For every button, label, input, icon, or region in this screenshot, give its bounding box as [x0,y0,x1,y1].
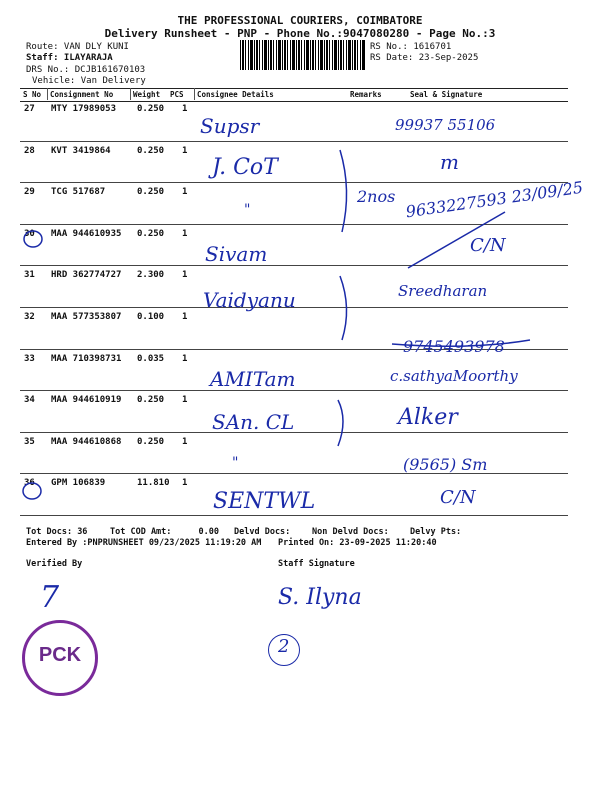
handwritten-signature: 9745493978 [403,337,505,356]
col-divider [194,88,195,100]
staff-label: Staff: ILAYARAJA [26,53,113,63]
handwritten-signature: c.sathyaMoorthy [390,367,518,385]
cod-value: 0.00 [198,527,220,537]
col-weight: Weight [133,90,161,99]
row-sno: 28 [24,145,35,156]
table-bottom-border [20,515,568,516]
row-weight: 0.250 [137,436,165,447]
handwritten-consignee: SENTWL [213,489,316,514]
row-weight: 0.250 [137,145,165,156]
staff-handwritten-signature: S. Ilyna [278,585,362,610]
handwritten-consignee: SAn. CL [212,410,295,434]
handwritten-signature: Sreedharan [398,282,488,300]
row-pcs: 1 [182,270,188,281]
company-title: THE PROFESSIONAL COURIERS, COIMBATORE [177,14,423,27]
col-consignee: Consignee Details [197,90,274,99]
route-label: Route: VAN DLY KUNI [26,42,129,52]
row-pcs: 1 [182,145,188,156]
delvy-pts-label: Delvy Pts: [410,527,462,537]
verified-handwriting: 7 [40,580,60,615]
handwritten-remark: 2nos [357,187,396,206]
delvd-docs-label: Delvd Docs: [234,527,291,537]
rs-date-label: RS Date: 23-Sep-2025 [370,53,479,63]
row-sno: 31 [24,270,35,281]
col-remarks: Remarks [350,90,382,99]
handwritten-consignee: Sivam [205,242,268,266]
row-weight: 0.250 [137,228,165,239]
row-weight: 2.300 [137,270,165,281]
pck-stamp: PCK [22,620,98,696]
col-divider [47,88,48,100]
verified-by-label: Verified By [26,559,83,569]
row-consignment-no: GPM 106839 [51,478,106,489]
handwritten-signature: 9633227593 23/09/25 [404,177,585,222]
col-pcs: PCS [170,90,184,99]
row-pcs: 1 [182,353,188,364]
row-pcs: 1 [182,312,188,322]
row-consignment-no: MAA 944610919 [51,395,122,406]
handwritten-consignee: AMITam [210,367,296,391]
row-consignment-no: MAA 944610868 [51,436,122,447]
col-divider [130,88,131,100]
circled-number-text: 2 [278,636,290,657]
table-row [20,146,568,186]
row-sno: 36 [24,478,35,489]
printed-on: Printed On: 23-09-2025 11:20:40 [278,538,437,548]
row-divider [20,182,568,183]
row-sno: 33 [24,353,35,364]
row-pcs: 1 [182,478,188,489]
barcode [240,40,365,70]
row-sno: 35 [24,436,35,447]
row-pcs: 1 [182,104,188,114]
row-pcs: 1 [182,228,188,239]
row-pcs: 1 [182,436,188,447]
staff-signature-label: Staff Signature [278,559,355,569]
row-consignment-no: MTY 17989053 [51,104,117,114]
handwritten-consignee: Supsr [200,114,260,138]
rs-no-label: RS No.: 1616701 [370,42,452,52]
row-weight: 11.810 [137,478,170,489]
row-divider [20,141,568,142]
runsheet-subtitle: Delivery Runsheet - PNP - Phone No.:9047080280 - Page No.:3 [104,27,496,40]
col-consignment: Consignment No [50,90,114,99]
row-sno: 34 [24,395,35,406]
handwritten-consignee: Vaidyanu [203,288,296,312]
row-divider [20,265,568,266]
row-pcs: 1 [182,187,188,198]
row-sno: 32 [24,312,35,322]
row-weight: 0.250 [137,187,165,198]
row-consignment-no: HRD 362774727 [51,270,122,281]
row-consignment-no: MAA 710398731 [51,353,122,364]
non-delvd-docs-label: Non Delvd Docs: [312,527,389,537]
row-weight: 0.100 [137,312,165,322]
handwritten-signature: Alker [398,405,458,430]
handwritten-consignee: " [244,202,251,218]
row-consignment-no: TCG 517687 [51,187,106,198]
handwritten-signature: (9565) Sm [403,455,488,474]
row-consignment-no: MAA 577353807 [51,312,122,322]
cod-label: Tot COD Amt: [110,527,172,537]
drs-label: DRS No.: DCJB161670103 [26,65,146,75]
row-sno: 27 [24,104,35,114]
handwritten-signature: C/N [470,235,506,256]
handwritten-consignee: " [232,455,239,471]
row-divider [20,224,568,225]
tot-docs-label: Tot Docs: [26,527,73,537]
row-consignment-no: KVT 3419864 [51,145,111,156]
row-sno: 29 [24,187,35,198]
row-weight: 0.035 [137,353,165,364]
col-seal: Seal & Signature [410,90,483,99]
row-pcs: 1 [182,395,188,406]
row-sno: 30 [24,228,35,239]
handwritten-signature: m [440,150,459,174]
entered-by: Entered By :PNPRUNSHEET 09/23/2025 11:19:20 AM [26,538,262,548]
row-consignment-no: MAA 944610935 [51,228,122,239]
vehicle-label: Vehicle: Van Delivery [32,76,146,86]
runsheet-table [20,88,568,102]
table-header [20,88,568,102]
handwritten-consignee: J. CoT [212,155,278,180]
col-sno: S No [23,90,42,99]
row-weight: 0.250 [137,104,165,114]
handwritten-signature: C/N [440,487,476,508]
row-weight: 0.250 [137,395,165,406]
tot-docs-value: 36 [77,527,88,537]
handwritten-signature: 99937 55106 [395,116,496,134]
